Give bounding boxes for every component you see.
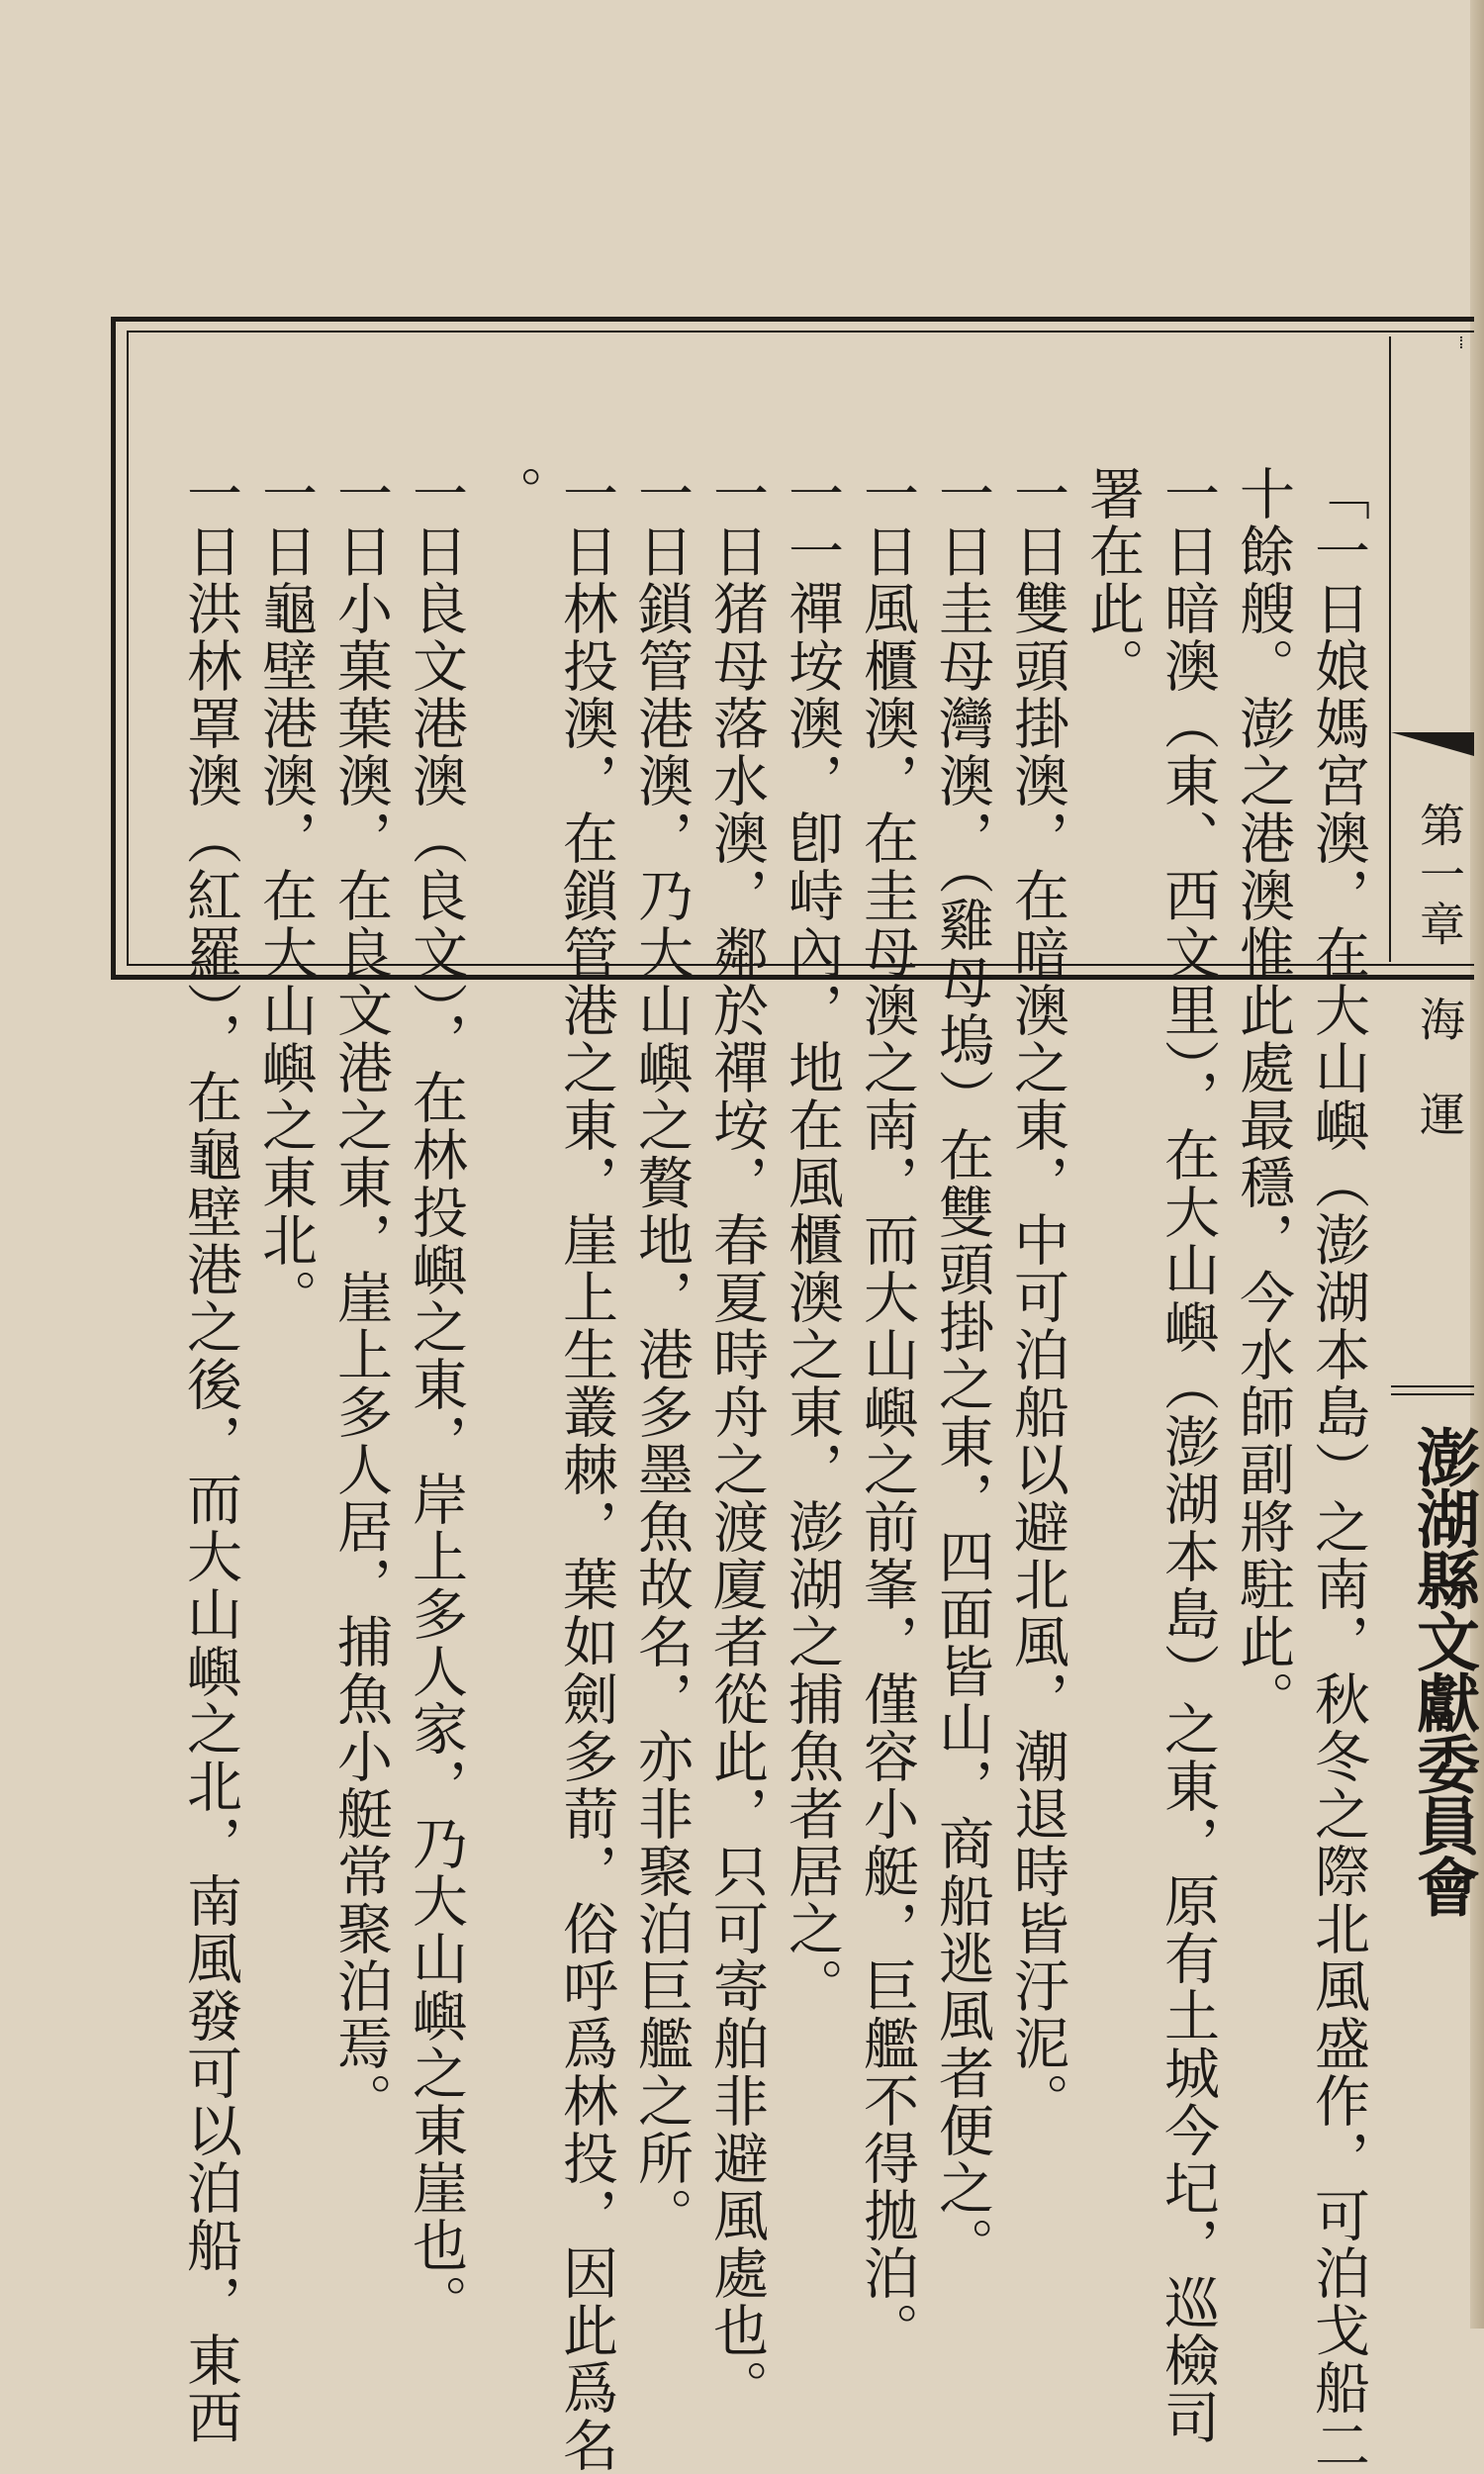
text-column: 一日圭母灣澳，（雞母塢）在雙頭掛之東，四面皆山，商船逃風者便之。 (930, 465, 994, 2274)
header-rule (1391, 1385, 1474, 1387)
text-column: 署在此。 (1080, 465, 1145, 695)
text-column: 一一禪垵澳，卽峙內，地在風櫃澳之東，澎湖之捕魚者居之。 (780, 465, 844, 2015)
text-column: 一日風櫃澳，在圭母澳之南，而大山嶼之前峯，僅容小艇，巨艦不得拋泊。 (855, 465, 919, 2359)
text-column: 一日良文港澳（良文），在林投嶼之東，岸上多人家，乃大山嶼之東崖也。 (404, 465, 468, 2331)
chapter-number: 第一章 (1413, 802, 1466, 950)
text-column: 一日洪林罩澳（紅羅），在龜壁港之後，而大山嶼之北，南風發可以泊船，東西 (178, 465, 242, 2446)
text-column: 一日猪母落水澳，鄰於禪垵，春夏時舟之渡廈者從此，只可寄舶非避風處也。 (704, 465, 769, 2417)
publisher-name: 澎湖縣文獻委員會 (1406, 1425, 1480, 1916)
body-text (139, 465, 1375, 2474)
arrow-mark-icon (1391, 732, 1474, 756)
text-column: 一日雙頭掛澳，在暗澳之東，中可泊船以避北風，潮退時皆汙泥。 (1005, 465, 1069, 2130)
text-column: 。 (479, 465, 543, 523)
text-column: 一日小菓葉澳，在良文港之東，崖上多人居，捕魚小艇常聚泊焉。 (328, 465, 393, 2130)
chapter-heading (1407, 802, 1472, 1140)
text-column: 一日鎖管港澳，乃大山嶼之贅地，港多墨魚故名，亦非聚泊巨艦之所。 (629, 465, 694, 2244)
header-rule (1391, 1393, 1474, 1395)
text-column: 一日暗澳（東、西文里），在大山嶼（澎湖本島）之東，原有土城今圮，巡檢司 (1156, 465, 1220, 2446)
page-margin-header (1391, 732, 1480, 1920)
text-column: 一日龜壁港澳，在大山嶼之東北。 (253, 465, 318, 1326)
text-column: 十餘艘。澎之港澳惟此處最穩，今水師副將駐此。 (1231, 465, 1295, 1728)
section-title-2: 運 (1413, 1091, 1466, 1140)
text-column: 「一日娘媽宮澳，在大山嶼（澎湖本島）之南，秋冬之際北風盛作，可泊戈船二 (1306, 465, 1370, 2474)
dot-mark (1460, 336, 1468, 348)
section-title: 海 (1413, 996, 1466, 1045)
text-column: 一日林投澳，在鎖管港之東，崖上生叢棘，葉如劍多葥，俗呼爲林投，因此爲名 (554, 465, 618, 2474)
